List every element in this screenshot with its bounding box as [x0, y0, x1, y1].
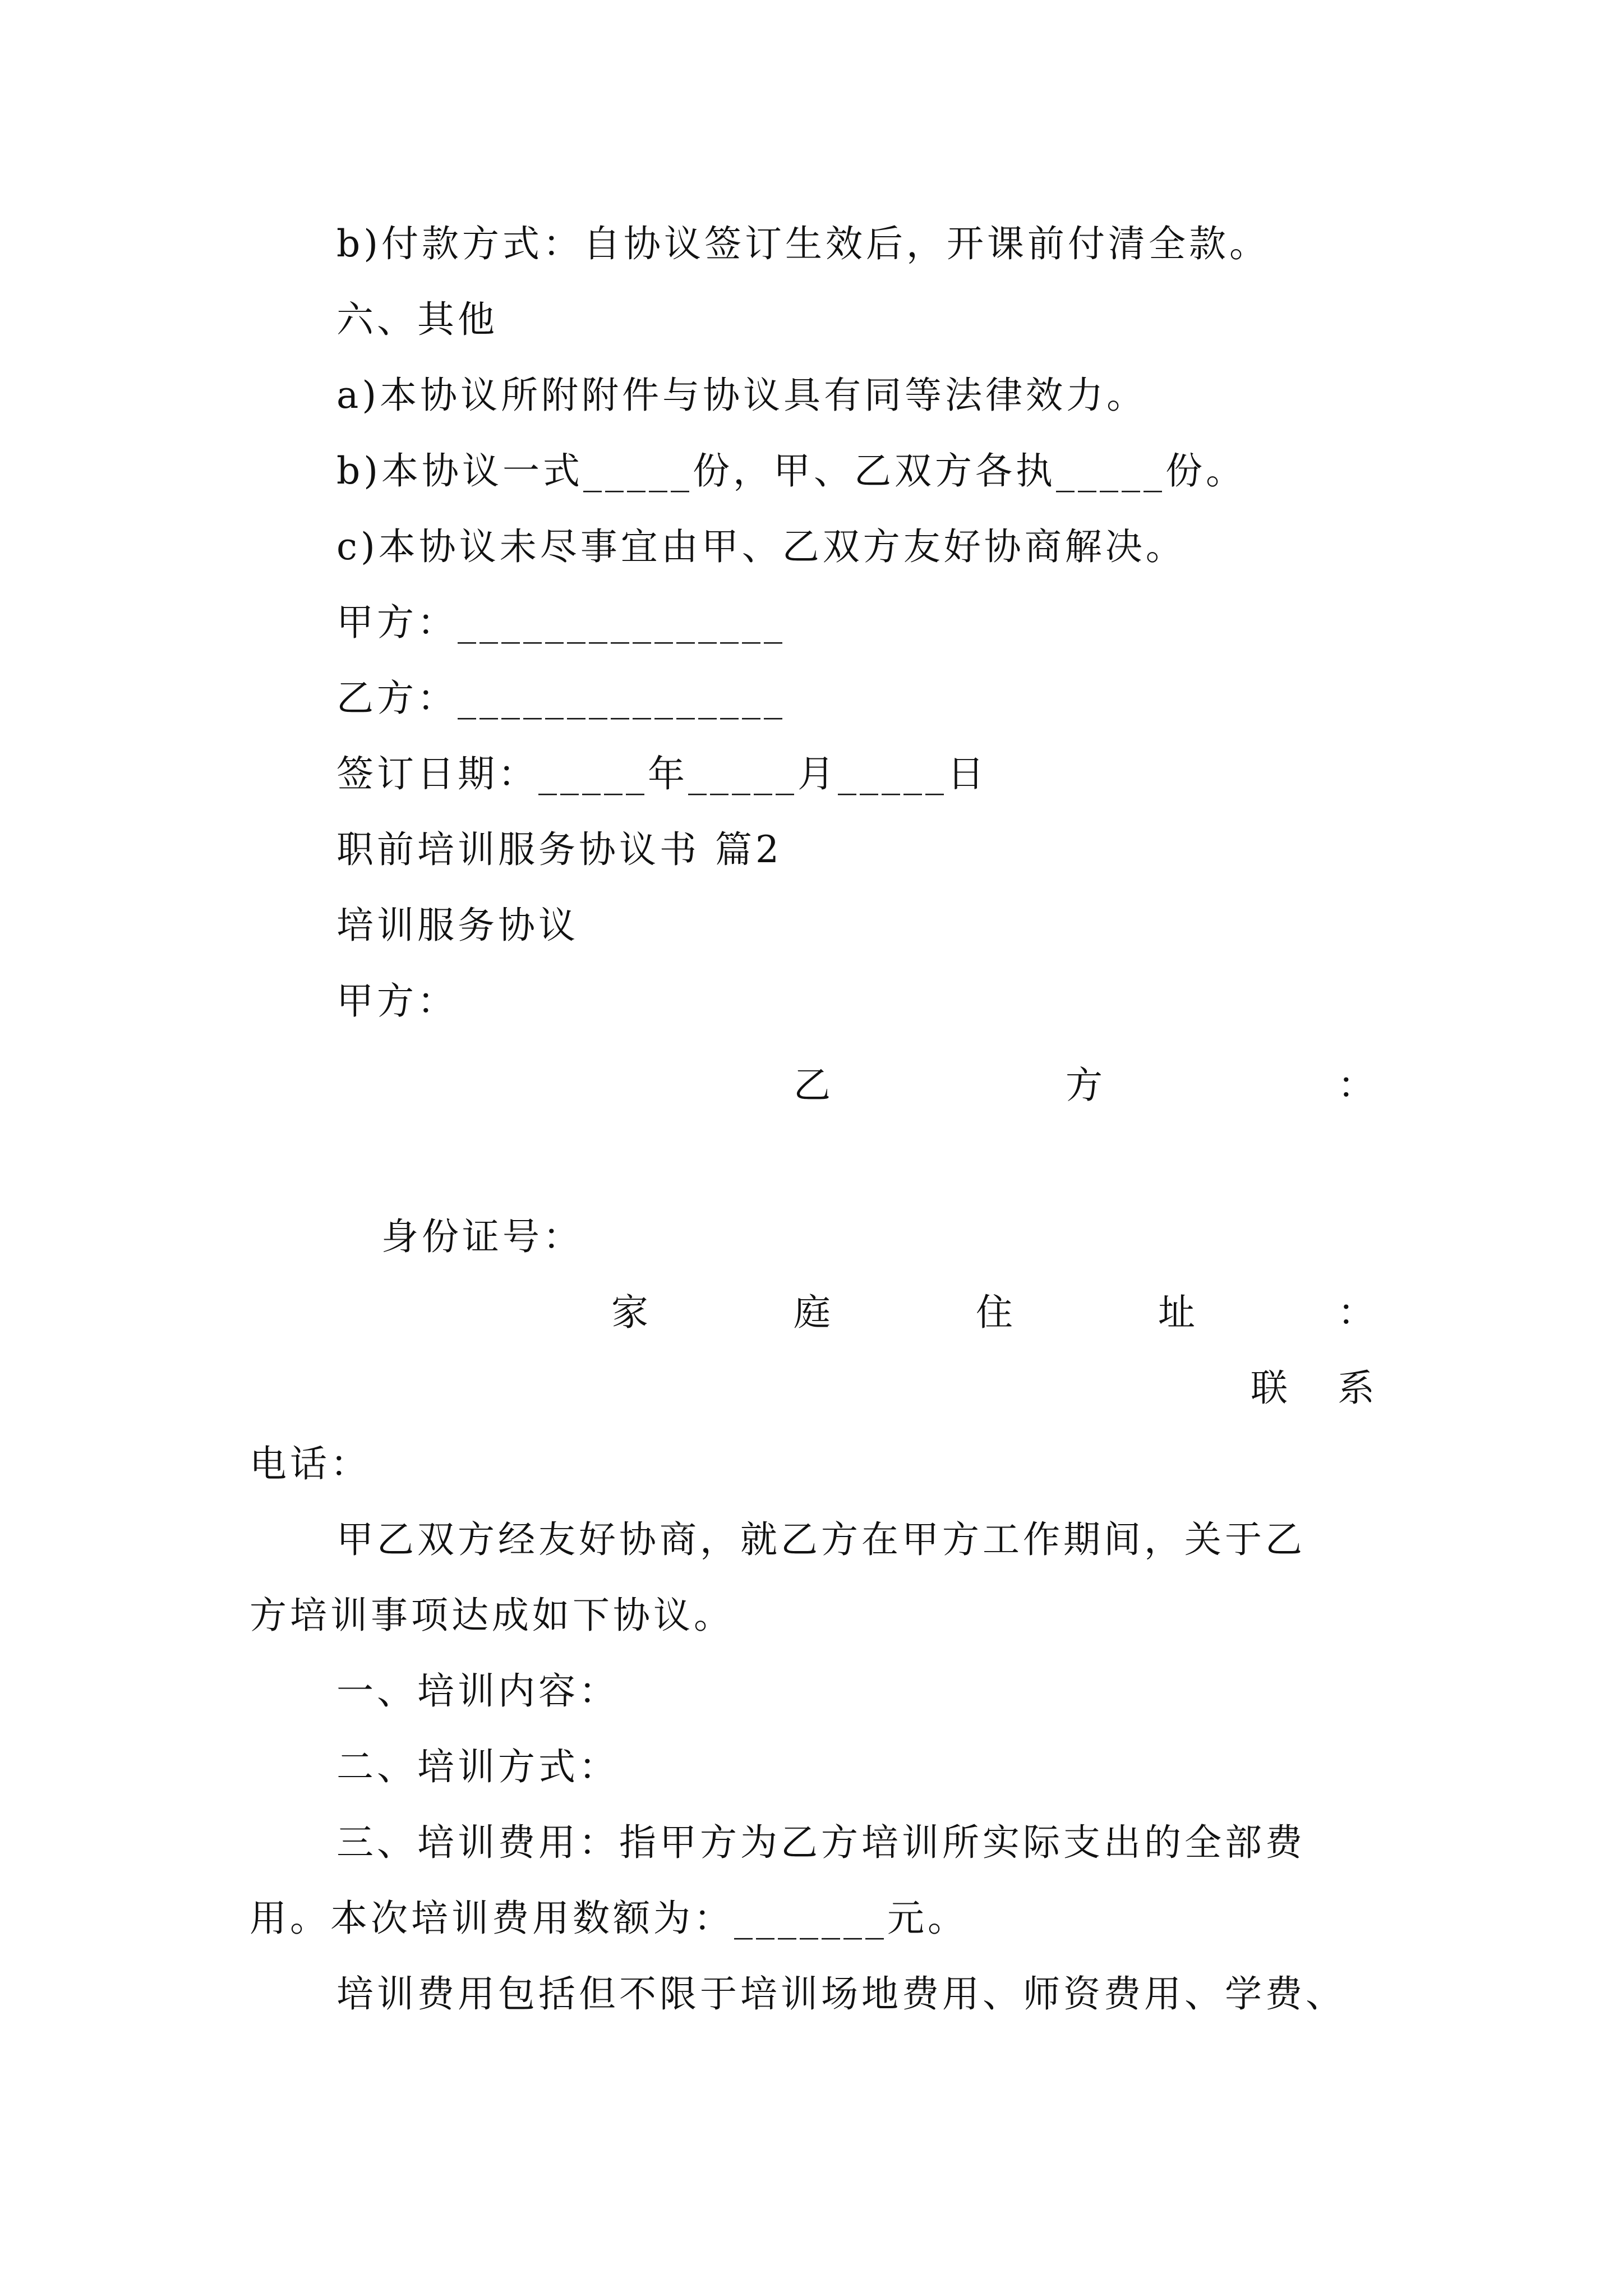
signing-date-line: 签订日期：_____年_____月_____日: [336, 752, 988, 795]
contact-char-2: 系: [1338, 1366, 1375, 1410]
party-a-signature-line: 甲方：_______________: [336, 601, 786, 644]
contact-char-1: 联: [1251, 1366, 1288, 1410]
agreement-title: 培训服务协议: [336, 904, 579, 947]
id-number-label: 身份证号：: [381, 1215, 583, 1258]
home-address-char-1: 家: [611, 1291, 648, 1334]
training-content-heading: 一、培训内容：: [336, 1669, 619, 1713]
clause-b-copies: b)本协议一式_____份，甲、乙双方各执_____份。: [336, 449, 1246, 493]
party-a-label: 甲方：: [336, 979, 458, 1023]
clause-a-attachments: a)本协议所附附件与协议具有同等法律效力。: [336, 374, 1147, 417]
home-address-char-4: 址: [1158, 1291, 1195, 1334]
section-six-heading: 六、其他: [336, 298, 498, 341]
party-b-label-colon: ：: [1338, 1064, 1375, 1107]
phone-label: 电话：: [250, 1442, 371, 1485]
home-address-colon: ：: [1338, 1291, 1375, 1334]
home-address-char-3: 住: [976, 1291, 1013, 1334]
payment-method-clause: b)付款方式：自协议签订生效后，开课前付清全款。: [336, 222, 1270, 265]
party-b-label-char-2: 方: [1066, 1064, 1103, 1107]
party-b-signature-line: 乙方：_______________: [336, 677, 786, 720]
training-method-heading: 二、培训方式：: [336, 1745, 619, 1788]
home-address-char-2: 庭: [794, 1291, 831, 1334]
party-b-label-char-1: 乙: [794, 1064, 831, 1107]
clause-c-unresolved-matters: c)本协议未尽事宜由甲、乙双方友好协商解决。: [336, 525, 1186, 568]
section-title-part-2: 职前培训服务协议书 篇2: [336, 828, 782, 871]
intro-paragraph-line-2: 方培训事项达成如下协议。: [250, 1594, 734, 1637]
training-cost-scope-line: 培训费用包括但不限于培训场地费用、师资费用、学费、: [336, 1972, 1346, 2016]
training-cost-line-1: 三、培训费用：指甲方为乙方培训所实际支出的全部费: [336, 1821, 1306, 1864]
training-cost-line-2: 用。本次培训费用数额为：_______元。: [250, 1897, 968, 1940]
intro-paragraph-line-1: 甲乙双方经友好协商，就乙方在甲方工作期间，关于乙: [336, 1518, 1306, 1561]
